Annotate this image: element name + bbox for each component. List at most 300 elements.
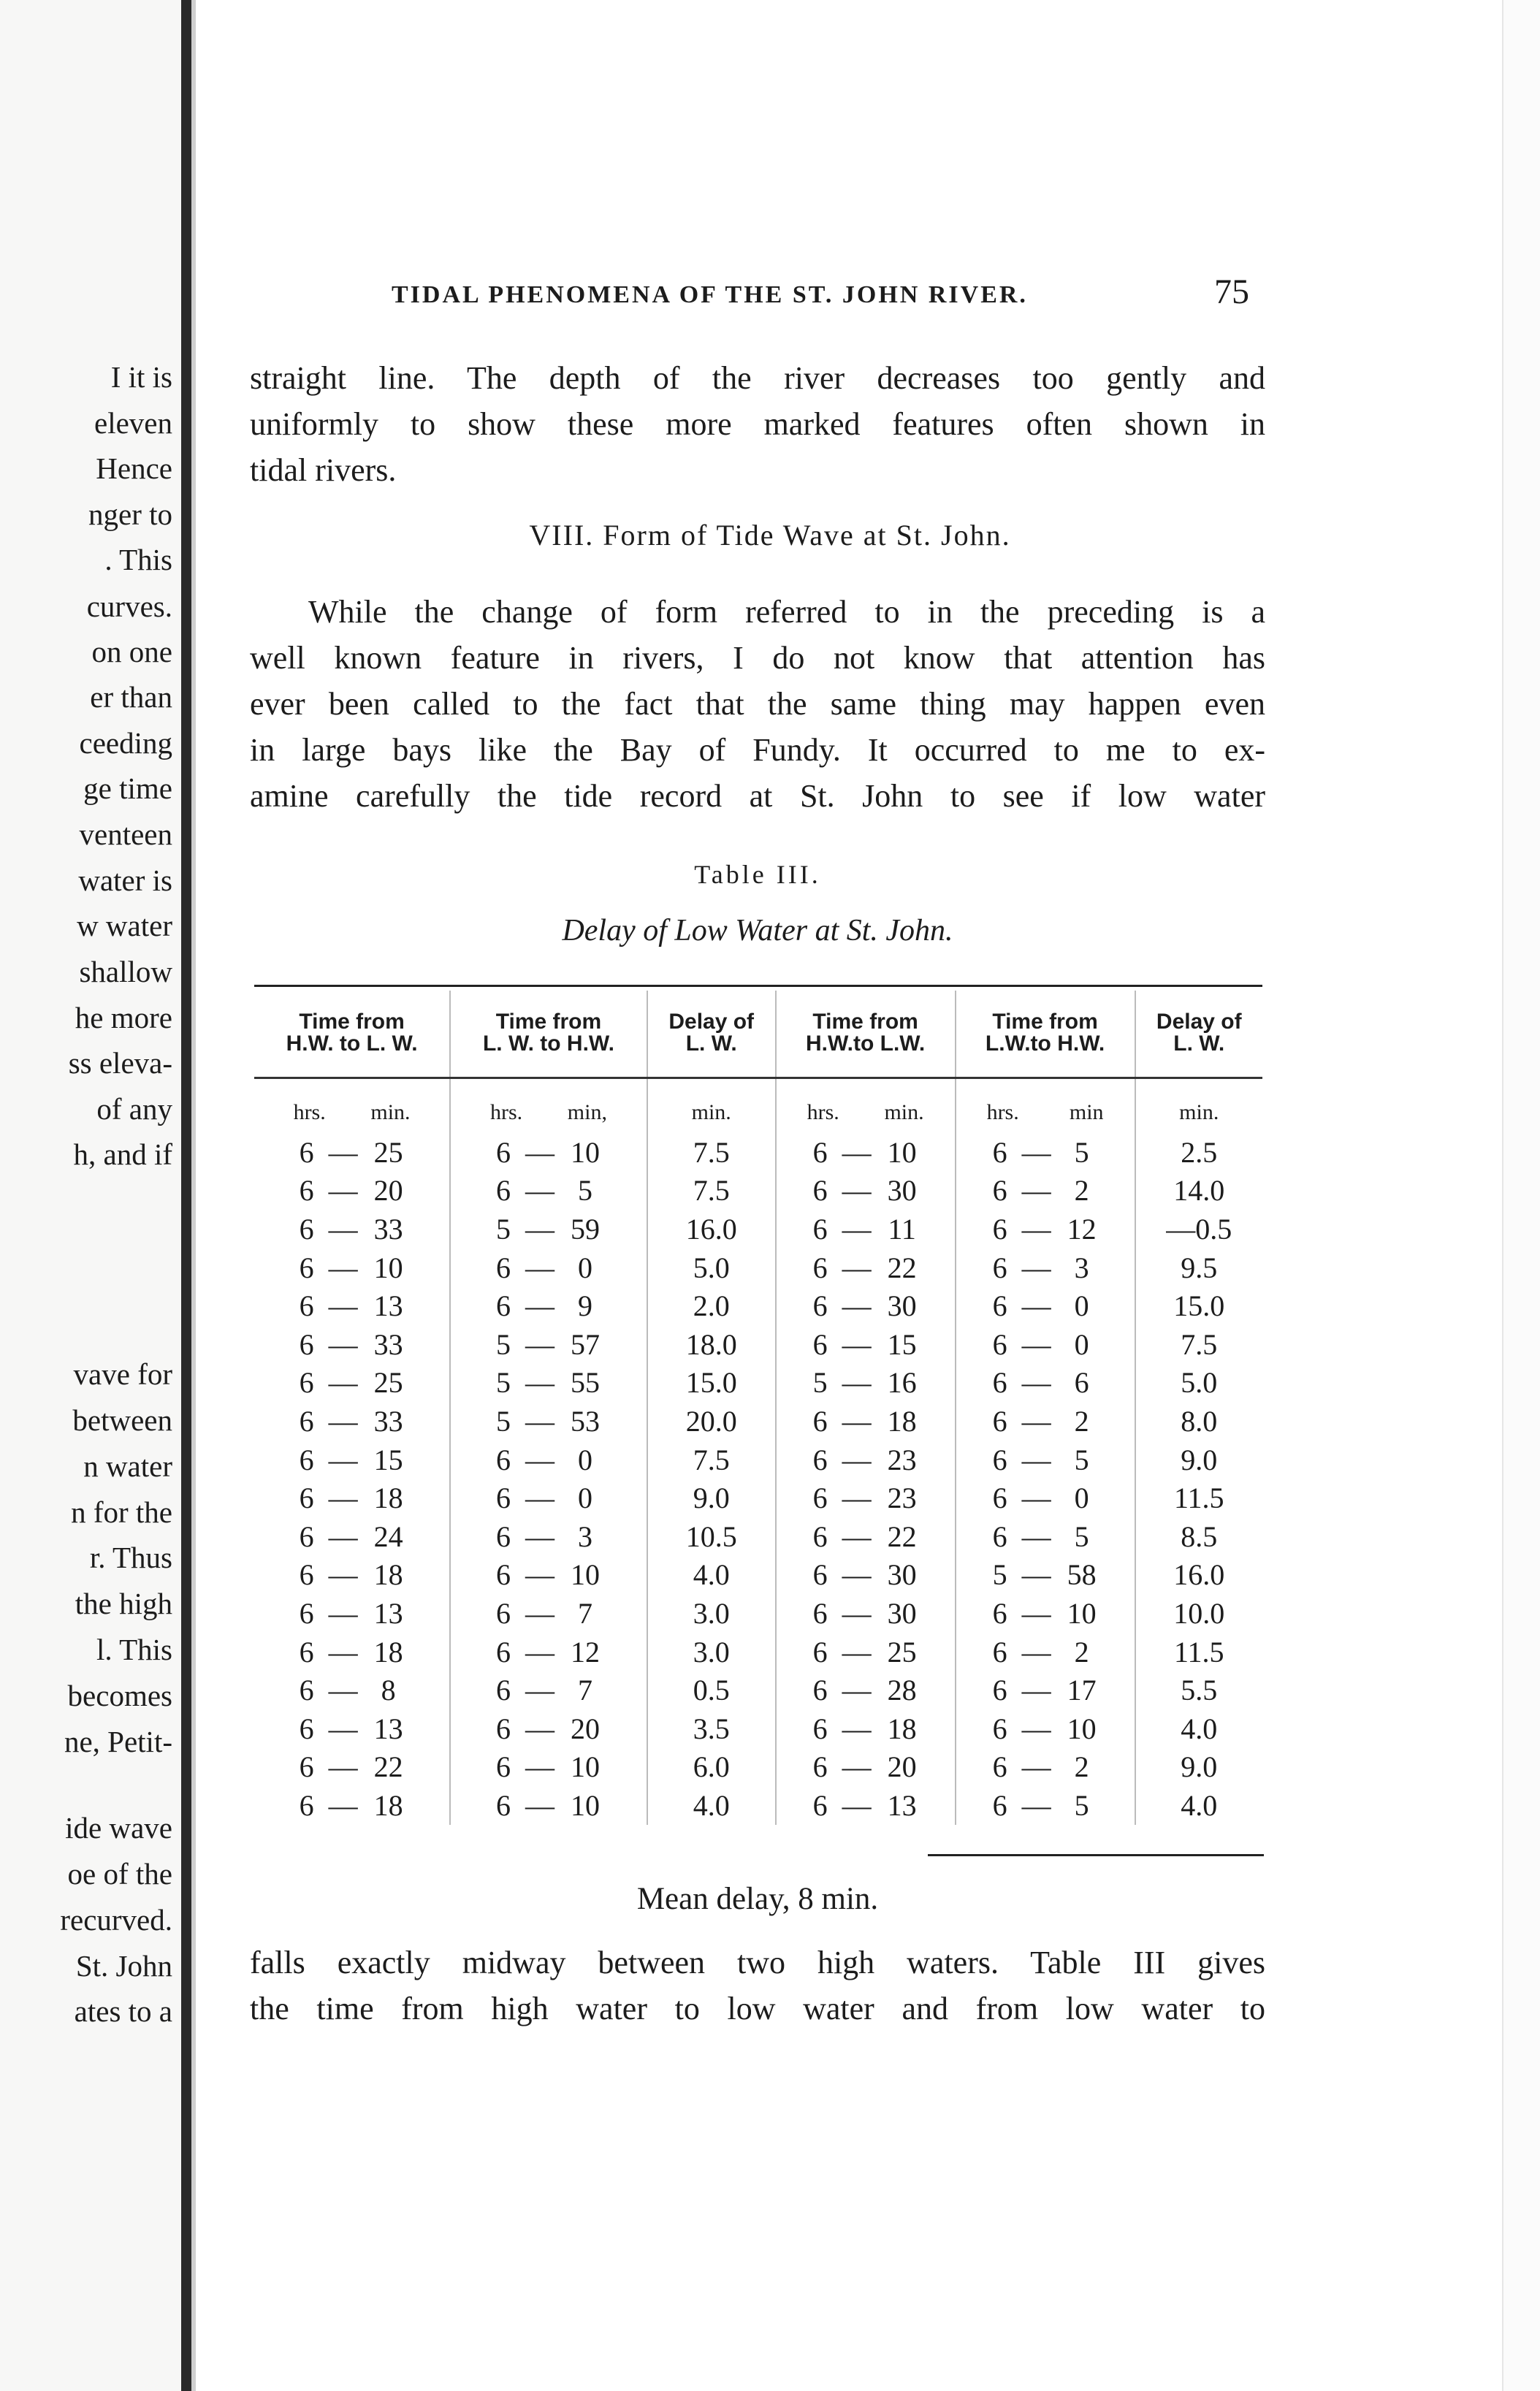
delay-value: 5.0: [1181, 1366, 1218, 1400]
minutes-value: 5: [1074, 1788, 1089, 1822]
hours-value: 6: [299, 1251, 314, 1284]
hours-value: 6: [299, 1443, 314, 1476]
dash: —: [1021, 1750, 1051, 1784]
time-cell: [450, 1594, 647, 1633]
hours-value: 6: [495, 1788, 511, 1822]
facing-page-fragment: I it is: [110, 360, 172, 394]
time-cell: [254, 1594, 450, 1633]
dash: —: [1021, 1366, 1051, 1400]
time-cell: [450, 1748, 647, 1787]
dash: —: [842, 1596, 872, 1630]
dash: —: [1021, 1404, 1051, 1438]
minutes-value: 13: [373, 1289, 403, 1323]
facing-page-fragment: n for the: [71, 1495, 172, 1529]
delay-value: 9.0: [1181, 1443, 1218, 1476]
facing-page-fragment: n water: [83, 1449, 172, 1483]
table-row: [254, 1786, 1262, 1825]
delay-cell: [1135, 1172, 1262, 1210]
delay-value: 5.0: [693, 1251, 730, 1284]
delay-value: 3.0: [693, 1635, 730, 1669]
facing-page-fragment: venteen: [79, 817, 172, 851]
time-cell: [450, 1671, 647, 1709]
unit-label: min.: [884, 1100, 924, 1124]
unit-label: min.: [1179, 1100, 1219, 1124]
table-row: [254, 1364, 1262, 1403]
hours-value: 6: [299, 1788, 314, 1822]
time-cell: [254, 1441, 450, 1479]
time-cell: [450, 1364, 647, 1403]
dash: —: [842, 1366, 872, 1400]
dash: —: [328, 1289, 358, 1323]
hours-value: 6: [299, 1519, 314, 1553]
minutes-value: 5: [1074, 1519, 1089, 1553]
minutes-value: 30: [887, 1289, 917, 1323]
delay-value: 10.5: [685, 1519, 737, 1553]
minutes-value: 13: [373, 1596, 403, 1630]
minutes-value: 3: [577, 1519, 592, 1553]
dash: —: [525, 1212, 554, 1246]
dash: —: [328, 1481, 358, 1515]
column-header: [450, 991, 647, 1078]
minutes-value: 2: [1074, 1750, 1089, 1784]
dash: —: [328, 1635, 358, 1669]
paragraph-top: [250, 355, 1265, 493]
delay-cell: [647, 1325, 776, 1364]
minutes-value: 20: [373, 1174, 403, 1208]
dash: —: [842, 1788, 872, 1822]
dash: —: [525, 1327, 554, 1361]
delay-cell: [647, 1133, 776, 1172]
delay-value: 8.0: [1181, 1404, 1218, 1438]
time-cell: [956, 1594, 1135, 1633]
dash: —: [328, 1366, 358, 1400]
dash: —: [525, 1750, 554, 1784]
delay-cell: [647, 1441, 776, 1479]
minutes-value: 16: [887, 1366, 917, 1400]
table-row: [254, 1133, 1262, 1172]
time-cell: [956, 1441, 1135, 1479]
delay-cell: [1135, 1441, 1262, 1479]
delay-cell: [647, 1286, 776, 1325]
facing-page-fragment: ceeding: [79, 726, 172, 760]
delay-value: 15.0: [1173, 1289, 1225, 1323]
delay-cell: [647, 1594, 776, 1633]
minutes-value: 2: [1074, 1174, 1089, 1208]
time-cell: [776, 1402, 956, 1441]
hours-value: 6: [299, 1481, 314, 1515]
page-gutter-shadow: [191, 0, 196, 2391]
delay-cell: [647, 1633, 776, 1671]
dash: —: [328, 1327, 358, 1361]
facing-page-fragment: he more: [75, 1001, 172, 1034]
facing-page-fragment: er than: [90, 680, 172, 714]
minutes-value: 13: [887, 1788, 917, 1822]
column-header-line: Time from: [992, 1010, 1098, 1034]
delay-value: 7.5: [693, 1135, 730, 1169]
table-top-rule: [254, 985, 1262, 987]
time-cell: [776, 1479, 956, 1517]
hours-value: 6: [812, 1674, 828, 1707]
time-cell: [776, 1248, 956, 1287]
column-header-line: Time from: [299, 1010, 405, 1034]
hours-value: 6: [299, 1712, 314, 1745]
dash: —: [1021, 1289, 1051, 1323]
hours-value: 6: [495, 1519, 511, 1553]
minutes-value: 23: [887, 1481, 917, 1515]
time-cell: [776, 1748, 956, 1787]
minutes-value: 0: [1074, 1481, 1089, 1515]
facing-page-fragment: ss eleva-: [68, 1046, 172, 1080]
time-cell: [776, 1172, 956, 1210]
minutes-value: 15: [887, 1327, 917, 1361]
hours-value: 6: [812, 1289, 828, 1323]
paragraph-main: [250, 589, 1265, 819]
minutes-value: 10: [1067, 1712, 1097, 1745]
facing-page-fragment: St. John: [75, 1949, 172, 1983]
dash: —: [1021, 1174, 1051, 1208]
minutes-value: 53: [570, 1404, 600, 1438]
delay-cell: [647, 1479, 776, 1517]
minutes-value: 5: [1074, 1135, 1089, 1169]
time-cell: [450, 1479, 647, 1517]
minutes-value: 22: [887, 1519, 917, 1553]
minutes-value: 20: [570, 1712, 600, 1745]
dash: —: [842, 1674, 872, 1707]
minutes-value: 6: [1074, 1366, 1089, 1400]
dash: —: [525, 1289, 554, 1323]
facing-page-fragment: ide wave: [65, 1811, 172, 1845]
minutes-value: 33: [373, 1327, 403, 1361]
minutes-value: 10: [887, 1135, 917, 1169]
time-cell: [776, 1517, 956, 1556]
facing-page-fragment: w water: [77, 909, 172, 942]
hours-value: 6: [812, 1251, 828, 1284]
delay-cell: [647, 1248, 776, 1287]
table-row: [254, 1633, 1262, 1671]
dash: —: [842, 1635, 872, 1669]
time-cell: [956, 1210, 1135, 1248]
time-cell: [450, 1556, 647, 1595]
time-cell: [254, 1709, 450, 1748]
time-cell: [450, 1248, 647, 1287]
minutes-value: 5: [1074, 1443, 1089, 1476]
dash: —: [1021, 1519, 1051, 1553]
facing-page-fragment: becomes: [67, 1679, 172, 1712]
time-cell: [956, 1172, 1135, 1210]
dash: —: [328, 1443, 358, 1476]
unit-cell: [776, 1078, 956, 1134]
hours-value: 6: [812, 1443, 828, 1476]
minutes-value: 13: [373, 1712, 403, 1745]
minutes-value: 11: [888, 1212, 916, 1246]
minutes-value: 9: [577, 1289, 592, 1323]
dash: —: [525, 1519, 554, 1553]
hours-value: 6: [299, 1750, 314, 1784]
hours-value: 6: [812, 1519, 828, 1553]
facing-page-fragment: curves.: [86, 590, 172, 623]
text-line: the time from high water to low water and from low water to: [250, 1991, 1265, 2026]
delay-cell: [1135, 1210, 1262, 1248]
minutes-value: 0: [1074, 1289, 1089, 1323]
minutes-value: 58: [1067, 1558, 1097, 1592]
hours-value: 6: [495, 1289, 511, 1323]
hours-value: 6: [495, 1750, 511, 1784]
column-header-line: L. W.: [1173, 1031, 1225, 1056]
unit-label: min.: [370, 1100, 411, 1124]
delay-value: 9.5: [1181, 1251, 1218, 1284]
text-line: While the change of form referred to in the preceding is a: [308, 594, 1265, 630]
time-cell: [254, 1748, 450, 1787]
hours-value: 6: [812, 1788, 828, 1822]
delay-cell: [647, 1517, 776, 1556]
hours-value: 6: [495, 1174, 511, 1208]
delay-value: 7.5: [693, 1443, 730, 1476]
time-cell: [956, 1325, 1135, 1364]
hours-value: 6: [299, 1558, 314, 1592]
delay-value: 7.5: [1181, 1327, 1218, 1361]
dash: —: [1021, 1558, 1051, 1592]
delay-cell: [1135, 1364, 1262, 1403]
hours-value: 6: [812, 1174, 828, 1208]
hours-value: 6: [299, 1596, 314, 1630]
dash: —: [328, 1674, 358, 1707]
table-row: [254, 1402, 1262, 1441]
minutes-value: 30: [887, 1174, 917, 1208]
dash: —: [1021, 1327, 1051, 1361]
delay-cell: [647, 1172, 776, 1210]
facing-page-fragment: shallow: [79, 955, 172, 988]
time-cell: [254, 1556, 450, 1595]
time-cell: [254, 1133, 450, 1172]
delay-cell: [1135, 1133, 1262, 1172]
facing-page-fragment: r. Thus: [89, 1541, 172, 1574]
dash: —: [1021, 1481, 1051, 1515]
time-cell: [254, 1210, 450, 1248]
unit-cell: [956, 1078, 1135, 1134]
time-cell: [450, 1402, 647, 1441]
facing-page-fragment: . This: [104, 543, 172, 576]
time-cell: [956, 1248, 1135, 1287]
dash: —: [525, 1366, 554, 1400]
time-cell: [776, 1133, 956, 1172]
time-cell: [776, 1210, 956, 1248]
unit-label: hrs.: [807, 1100, 839, 1124]
hours-value: 6: [992, 1788, 1007, 1822]
delay-cell: [1135, 1556, 1262, 1595]
delay-value: 20.0: [685, 1404, 737, 1438]
time-cell: [776, 1556, 956, 1595]
delay-value: 14.0: [1173, 1174, 1225, 1208]
hours-value: 6: [992, 1404, 1007, 1438]
column-header: [647, 991, 776, 1078]
minutes-value: 18: [373, 1788, 403, 1822]
minutes-value: 30: [887, 1596, 917, 1630]
dash: —: [1021, 1212, 1051, 1246]
time-cell: [956, 1479, 1135, 1517]
dash: —: [328, 1750, 358, 1784]
hours-value: 6: [299, 1366, 314, 1400]
dash: —: [525, 1558, 554, 1592]
hours-value: 6: [992, 1519, 1007, 1553]
dash: —: [1021, 1635, 1051, 1669]
time-cell: [776, 1633, 956, 1671]
unit-label: hrs.: [986, 1100, 1019, 1124]
time-cell: [956, 1633, 1135, 1671]
minutes-value: 23: [887, 1443, 917, 1476]
minutes-value: 8: [381, 1674, 396, 1707]
hours-value: 6: [812, 1635, 828, 1669]
unit-label: hrs.: [293, 1100, 326, 1124]
dash: —: [842, 1750, 872, 1784]
delay-value: 9.0: [693, 1481, 730, 1515]
units-row: [254, 1078, 1262, 1134]
minutes-value: 10: [570, 1135, 600, 1169]
hours-value: 5: [495, 1366, 511, 1400]
table-row: [254, 1210, 1262, 1248]
column-header: [1135, 991, 1262, 1078]
delay-value: 6.0: [693, 1750, 730, 1784]
hours-value: 6: [812, 1750, 828, 1784]
minutes-value: 55: [570, 1366, 600, 1400]
dash: —: [842, 1481, 872, 1515]
time-cell: [956, 1402, 1135, 1441]
time-cell: [956, 1517, 1135, 1556]
delay-cell: [1135, 1325, 1262, 1364]
facing-page: [0, 0, 186, 2391]
dash: —: [525, 1712, 554, 1745]
dash: —: [525, 1404, 554, 1438]
time-cell: [956, 1286, 1135, 1325]
minutes-value: 25: [373, 1366, 403, 1400]
time-cell: [776, 1364, 956, 1403]
minutes-value: 7: [577, 1596, 592, 1630]
delay-cell: [1135, 1402, 1262, 1441]
minutes-value: 18: [887, 1404, 917, 1438]
delay-value: 16.0: [1173, 1558, 1225, 1592]
time-cell: [776, 1786, 956, 1825]
hours-value: 6: [992, 1712, 1007, 1745]
delay-value: 2.5: [1181, 1135, 1218, 1169]
column-header-line: Delay of: [1156, 1010, 1242, 1034]
time-cell: [956, 1671, 1135, 1709]
hours-value: 6: [992, 1251, 1007, 1284]
time-cell: [254, 1671, 450, 1709]
hours-value: 6: [992, 1750, 1007, 1784]
minutes-value: 10: [570, 1750, 600, 1784]
dash: —: [525, 1596, 554, 1630]
time-cell: [776, 1594, 956, 1633]
facing-page-fragment: nger to: [88, 497, 172, 531]
minutes-value: 17: [1067, 1674, 1097, 1707]
minutes-value: 59: [570, 1212, 600, 1246]
table-row: [254, 1709, 1262, 1748]
hours-value: 6: [992, 1443, 1007, 1476]
delay-value: 4.0: [693, 1788, 730, 1822]
minutes-value: 22: [887, 1251, 917, 1284]
facing-page-fragment: between: [72, 1403, 172, 1437]
dash: —: [842, 1712, 872, 1745]
minutes-value: 57: [570, 1327, 600, 1361]
facing-page-fragment: oe of the: [67, 1857, 172, 1891]
dash: —: [842, 1212, 872, 1246]
time-cell: [254, 1479, 450, 1517]
dash: —: [525, 1788, 554, 1822]
page-edge: [1502, 0, 1540, 2391]
column-header-line: H.W. to L. W.: [286, 1031, 418, 1056]
minutes-value: 18: [373, 1558, 403, 1592]
column-header: [956, 991, 1135, 1078]
minutes-value: 24: [373, 1519, 403, 1553]
column-header-line: L. W.: [685, 1031, 737, 1056]
dash: —: [1021, 1788, 1051, 1822]
minutes-value: 10: [570, 1788, 600, 1822]
dash: —: [328, 1135, 358, 1169]
minutes-value: 33: [373, 1404, 403, 1438]
time-cell: [776, 1325, 956, 1364]
delay-value: —0.5: [1166, 1212, 1232, 1246]
table-row: [254, 1556, 1262, 1595]
hours-value: 6: [299, 1674, 314, 1707]
delay-value: 16.0: [685, 1212, 737, 1246]
hours-value: 6: [299, 1635, 314, 1669]
minutes-value: 25: [887, 1635, 917, 1669]
delay-cell: [1135, 1248, 1262, 1287]
minutes-value: 28: [887, 1674, 917, 1707]
time-cell: [254, 1402, 450, 1441]
time-cell: [450, 1786, 647, 1825]
time-cell: [450, 1172, 647, 1210]
hours-value: 6: [992, 1674, 1007, 1707]
delay-value: 11.5: [1174, 1481, 1224, 1515]
delay-table: [254, 991, 1262, 1825]
dash: —: [328, 1596, 358, 1630]
delay-value: 3.0: [693, 1596, 730, 1630]
column-header: [254, 991, 450, 1078]
time-cell: [956, 1133, 1135, 1172]
column-header-line: Delay of: [668, 1010, 755, 1034]
hours-value: 6: [812, 1327, 828, 1361]
mean-delay: Mean delay, 8 min.: [636, 1882, 879, 1916]
hours-value: 6: [992, 1481, 1007, 1515]
time-cell: [450, 1517, 647, 1556]
text-line: amine carefully the tide record at St. John to see if low water: [250, 778, 1265, 814]
dash: —: [842, 1174, 872, 1208]
text-line: ever been called to the fact that the same thing may happen even: [250, 686, 1265, 722]
dash: —: [525, 1635, 554, 1669]
running-head: TIDAL PHENOMENA OF THE ST. JOHN RIVER.: [392, 281, 1028, 308]
time-cell: [776, 1709, 956, 1748]
delay-cell: [1135, 1594, 1262, 1633]
facing-page-fragment: water is: [78, 863, 172, 897]
time-cell: [450, 1133, 647, 1172]
dash: —: [842, 1443, 872, 1476]
time-cell: [956, 1556, 1135, 1595]
minutes-value: 18: [373, 1481, 403, 1515]
hours-value: 6: [992, 1366, 1007, 1400]
dash: —: [1021, 1251, 1051, 1284]
delay-cell: [1135, 1286, 1262, 1325]
hours-value: 6: [992, 1174, 1007, 1208]
table-bottom-rule: [928, 1854, 1264, 1856]
delay-value: 5.5: [1181, 1674, 1218, 1707]
hours-value: 6: [992, 1135, 1007, 1169]
hours-value: 6: [812, 1404, 828, 1438]
dash: —: [1021, 1443, 1051, 1476]
hours-value: 6: [992, 1596, 1007, 1630]
column-header-line: Time from: [812, 1010, 918, 1034]
delay-cell: [647, 1556, 776, 1595]
minutes-value: 22: [373, 1750, 403, 1784]
